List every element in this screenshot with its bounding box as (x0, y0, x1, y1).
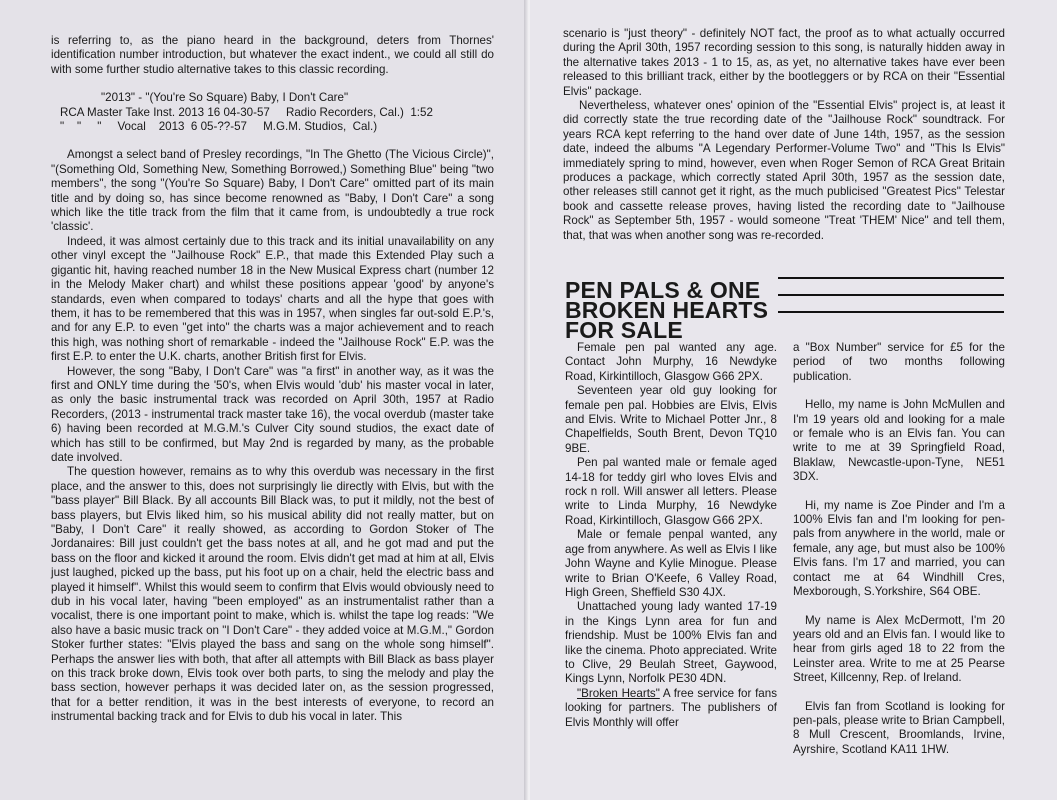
session-line: RCA Master Take Inst. 2013 16 04-30-57 Radio Recorders, Cal.) 1:52 (60, 105, 433, 119)
classified-ad: Male or female penpal wanted, any age from anywhere. As well as Elvis I like John Wayne and Kylie Minogue. Please write to Brian O'Keefe, 6 Valley Road, High Green, Sheffield S30 4JX. (565, 528, 777, 599)
classified-ad: Hi, my name is Zoe Pinder and I'm a 100% Elvis fan and I'm looking for pen-pals from anywhere in the world, male or female, any age, but must also be 100% Elvis fans. I'm 17 and married, you can contact me at 64 Windhill Cres, Mexborough, S.Yorkshire, S64 OBE. (793, 498, 1005, 599)
heading-line: PEN PALS & ONE (565, 277, 761, 303)
right-article (563, 27, 1005, 243)
broken-hearts-label: "Broken Hearts" (577, 686, 660, 700)
article-paragraph: The question however, remains as to why this overdub was necessary in the first place, and the answer to this, does not surprisingly lie directly with Elvis, but with the "bass player" Bill Black. By all accounts Bill Black was, to put it mildly, not the best of bass players, but Elvis liked him, so his musical ability did not really matter, but on "Baby, I Don't Care" it really showed, as according to Gordon Stoker of The Jordanaires: Bill just couldn't get the bass notes at all, and he got mad and put the bass on the floor and kicked it around the room. Elvis didn't get mad at him at all, Elvis just laughed, picked up the bass, put his foot up on a chair, held the electric bass and played it himself". Whilst this would seem to confirm that Elvis would obviously need to dub in his vocal later, having "been employed" as an instrumentalist rather than a vocalist, there is one important point to make, which is. whilst the tape log reads: "We also have a basic music track on "I Don't Care" - they added voice at M.G.M.," Gordon Stoker further states: "Elvis played the bass and sang on the whole song himself". Perhaps the answer lies with both, that after all attempts with Bill Black as bass player on this track broke down, Elvis took over both parts, to sing the melody and play the bass section, however perhaps it was decided later on, as the session progressed, that for a better rendition, it was in the best interests of everyone, to record an instrumental backing track and for Elvis to dub his vocal in later. This (51, 465, 494, 724)
article-paragraph: Nevertheless, whatever ones' opinion of the "Essential Elvis" project is, at least it did correctly state the true recording date of the "Jailhouse Rock" soundtrack. For years RCA kept referring to the hand over date of June 14th, 1957, as the session date, indeed the albums "A Legendary Performer-Volume Two" and "This Is Elvis" immediately spring to mind, however, even when Roger Semon of RCA Great Britain produces a package, which correctly stated April 30th, 1957 as the session date, other releases still cannot get it right, as the much publicised "Greatest Pics" Telestar book and cassette release proves, having listed the recording date to "Jailhouse Rock" as September 5th, 1957 - would someone "Treat 'THEM' Nice" and tell them, that, that was when another song was re-recorded. (563, 99, 1005, 242)
right-page (530, 0, 1057, 800)
ads-column-2 (793, 341, 1005, 757)
article-paragraph: scenario is "just theory" - definitely NOT fact, the proof as to what actually occurred during the April 30th, 1957 recording session to this song, is naturally hidden away in the alternative takes 2013 - 1 to 15, as, as yet, no alternative takes have ever been released to this brilliant track, either by the bootleggers or by RCA on their "Essential Elvis" package. (563, 27, 1005, 98)
classified-ad: Unattached young lady wanted 17-19 in the Kings Lynn area for fun and friendship. Must be 100% Elvis fan and like the cinema. Photo appreciated. Write to Clive, 29 Beulah Street, Gaywood, Kings Lynn, Norfolk PE30 4DN. (565, 600, 777, 686)
classified-ad: Female pen pal wanted any age. Contact John Murphy, 16 Newdyke Road, Kirkintilloch, Glasgow G66 2PX. (565, 341, 777, 383)
rule-line (778, 294, 1004, 296)
article-paragraph: Indeed, it was almost certainly due to this track and its initial unavailability on any other vinyl except the "Jailhouse Rock" E.P., that made this Extended Play such a gigantic hit, having reached number 18 in the New Musical Express chart (number 12 in the Melody Maker chart) and whilst these positions appear 'good' by anyone's standards, even when compared to todays' charts and all the hype that goes with them, it has to be remembered that this was in 1957, when singles far out-sold E.P.'s, and for any E.P. to even "get into" the charts was a major achievement and to reach this high, was nothing short of remarkable - indeed the "Jailhouse Rock" E.P. was the first E.P. to enter the U.K. charts, another British first for Elvis. (51, 234, 494, 364)
classified-ad: Hello, my name is John McMullen and I'm 19 years old and looking for a male or female who is an Elvis fan. You can write to me at 39 Springfield Road, Blaklaw, Newcastle-upon-Tyne, NE51 3DX. (793, 398, 1005, 484)
article-paragraph: However, the song "Baby, I Don't Care" was "a first" in another way, as it was the first and ONLY time during the '50's, when Elvis would 'dub' his master vocal in later, as only the basic instrumental track was recorded on April 30th, 1957 at Radio Recorders, (2013 - instrumental track master take 16), the vocal overdub (master take 6) having been recorded at M.G.M.'s Culver City sound studios, the exact date of which has still to be confirmed, but May 2nd is regarded by many, as the probable date involved. (51, 364, 494, 464)
classified-ad: Seventeen year old guy looking for female pen pal. Hobbies are Elvis, Elvis and Elvis. Write to Michael Potter Jnr., 8 Chapelfields, South Brent, Devon TQ10 9BE. (565, 384, 777, 455)
section-heading (565, 277, 775, 343)
classified-ad: Pen pal wanted male or female aged 14-18 for teddy girl who loves Elvis and rock n roll. Will answer all letters. Please write to Linda Murphy, 16 Newdyke Road, Kirkintilloch, Glasgow G66 2PX. (565, 456, 777, 527)
classified-ad: a "Box Number" service for £5 for the period of two months following publication. (793, 341, 1005, 383)
ads-column-1 (565, 341, 777, 730)
session-listing (51, 91, 494, 134)
broken-hearts-text: A free service for fans looking for partners. The publishers of Elvis Monthly will offer (565, 686, 777, 729)
heading-line: FOR SALE (565, 317, 683, 343)
heading-line: BROKEN HEARTS (565, 297, 769, 323)
rule-line (778, 311, 1004, 313)
article-paragraph: is referring to, as the piano heard in the background, deters from Thornes' identification number introduction, but whatever the exact indent., we could all still do with some further studio alternative takes to this classic recording. (51, 34, 494, 76)
session-line: " " " Vocal 2013 6 05-??-57 M.G.M. Studios, Cal.) (60, 120, 378, 134)
classified-ad: Elvis fan from Scotland is looking for pen-pals, please write to Brian Campbell, 8 Mull Crescent, Broomlands, Irvine, Ayrshire, Scotland KA11 1HW. (793, 699, 1005, 756)
rule-line (778, 277, 1004, 279)
heading-rules (778, 277, 1004, 328)
left-article (51, 34, 494, 725)
classified-ad: My name is Alex McDermott, I'm 20 years old and an Elvis fan. I would like to hear from girls aged 18 to 22 from the Leinster area. Write to me at 25 Pearse Street, Killcenny, Rep. of Ireland. (793, 613, 1005, 685)
left-page (0, 0, 528, 800)
article-paragraph: Amongst a select band of Presley recordings, "In The Ghetto (The Vicious Circle)", "(Something Old, Something New, Something Borrowed,) Something Blue" being "two members", the song "(You're So Square) Baby, I Don't Care" omitted part of its main title and by doing so, has since become renowned as "Baby, I Don't Care" a song which like the title track from the film that it came from, is undoubtedly a true rock 'classic'. (51, 148, 494, 234)
session-title: "2013" - "(You're So Square) Baby, I Don't Care" (101, 91, 349, 105)
broken-hearts-notice (565, 687, 777, 730)
